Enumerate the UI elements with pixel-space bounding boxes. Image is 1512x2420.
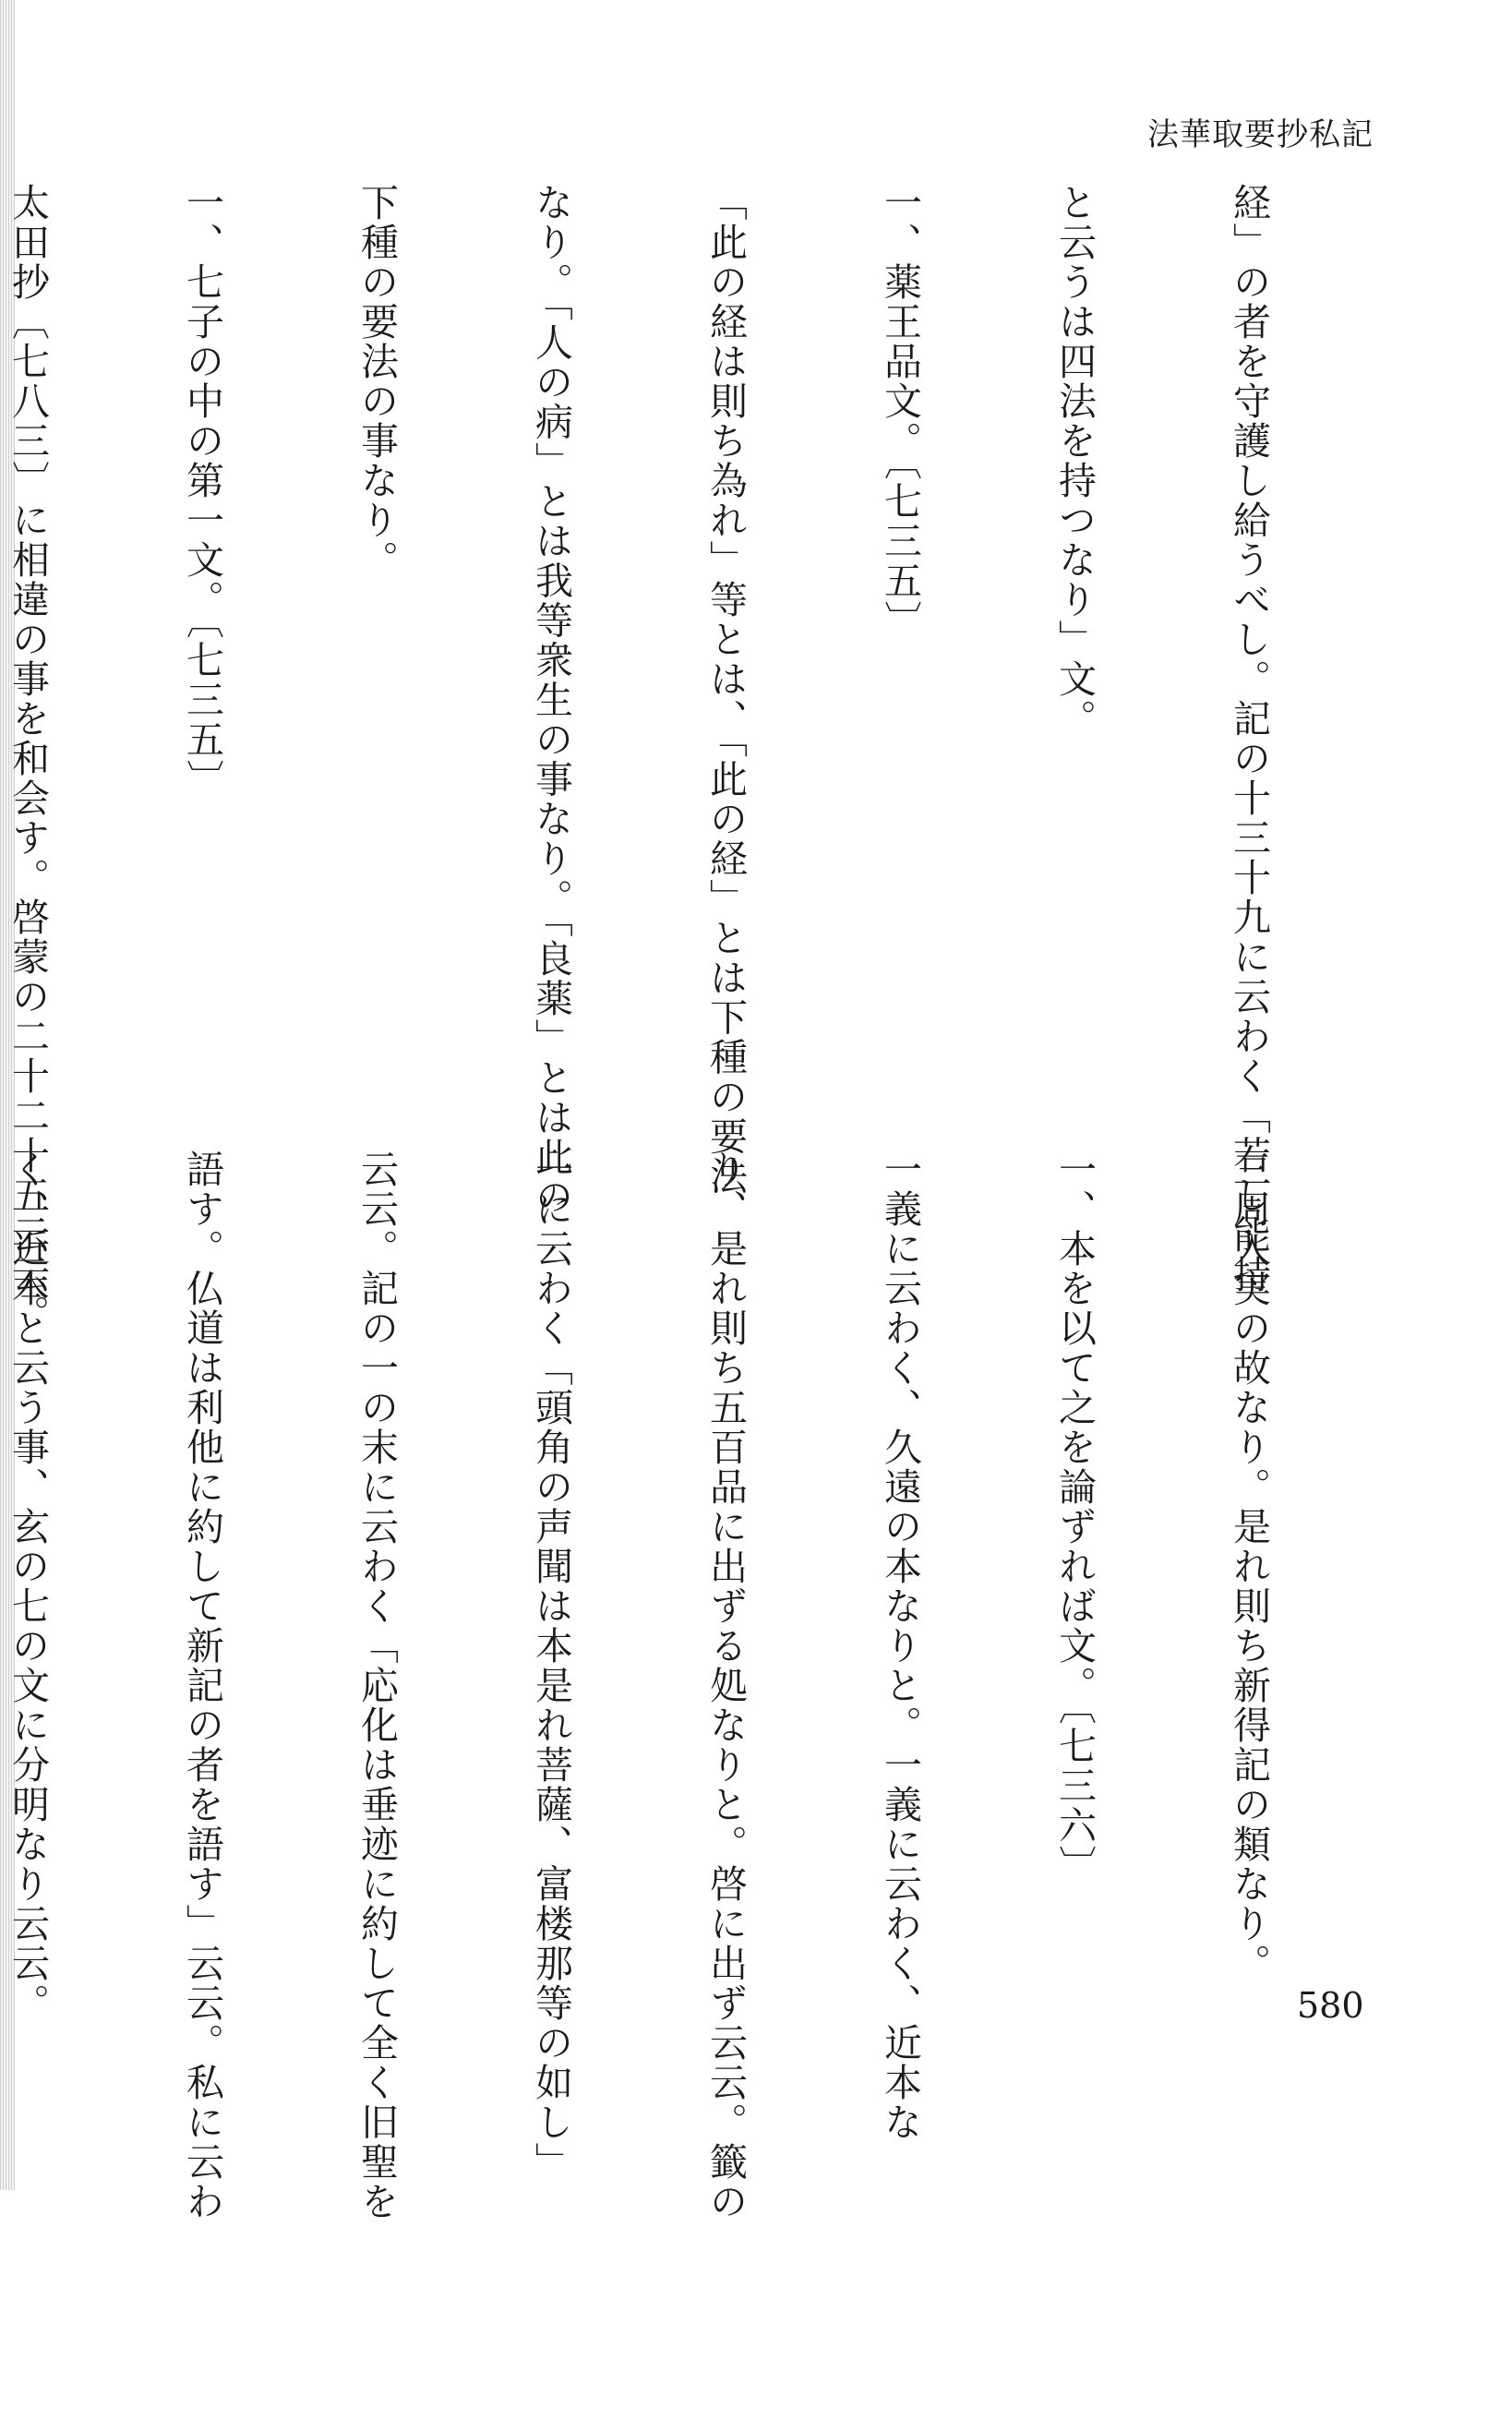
text-column: 太田抄〔七八三〕に相違の事を和会す。啓蒙の二十二十五云云。	[6, 183, 50, 1334]
text-column: と云うは四法を持つなり」文。	[1052, 183, 1097, 739]
running-header: 法華取要抄私記	[1147, 116, 1374, 153]
text-column: 一に云わく「頭角の声聞は本是れ菩薩、富楼那等の如し」	[529, 1150, 573, 2182]
text-column: 一、七子の中の第一文。〔七三五〕	[180, 183, 224, 800]
upper-text-block	[6, 183, 1394, 1334]
text-column: り、是れ則ち五百品に出ずる処なりと。啓に出ず云云。籤の	[703, 1150, 748, 2221]
text-column: 一、本を以て之を論ずれば文。〔七三六〕	[1052, 1150, 1097, 1885]
text-column: く、近本と云う事、玄の七の文に分明なり云云。	[6, 1150, 50, 2023]
text-column: 経」の者を守護し給うべし。記の十三十九に云わく「若し能持	[1227, 183, 1271, 1294]
text-column: 三周入実の故なり。是れ則ち新得記の類なり。	[1227, 1150, 1271, 1983]
text-column: 下種の要法の事なり。	[354, 183, 399, 580]
text-column: 云云。記の一の末に云わく「応化は垂迹に約して全く旧聖を	[354, 1150, 399, 2221]
text-column: 語す。仏道は利他に約して新記の者を語す」云云。私に云わ	[180, 1150, 224, 2221]
text-column: 一、薬王品文。〔七三五〕	[878, 183, 922, 641]
page-number: 580	[1297, 1985, 1364, 2026]
text-column: 「此の経は則ち為れ」等とは、「此の経」とは下種の要法	[703, 183, 748, 1197]
text-column: なり。「人の病」とは我等衆生の事なり。「良薬」とは此の	[529, 183, 573, 1217]
text-column: 一義に云わく、久遠の本なりと。一義に云わく、近本な	[878, 1150, 922, 2142]
